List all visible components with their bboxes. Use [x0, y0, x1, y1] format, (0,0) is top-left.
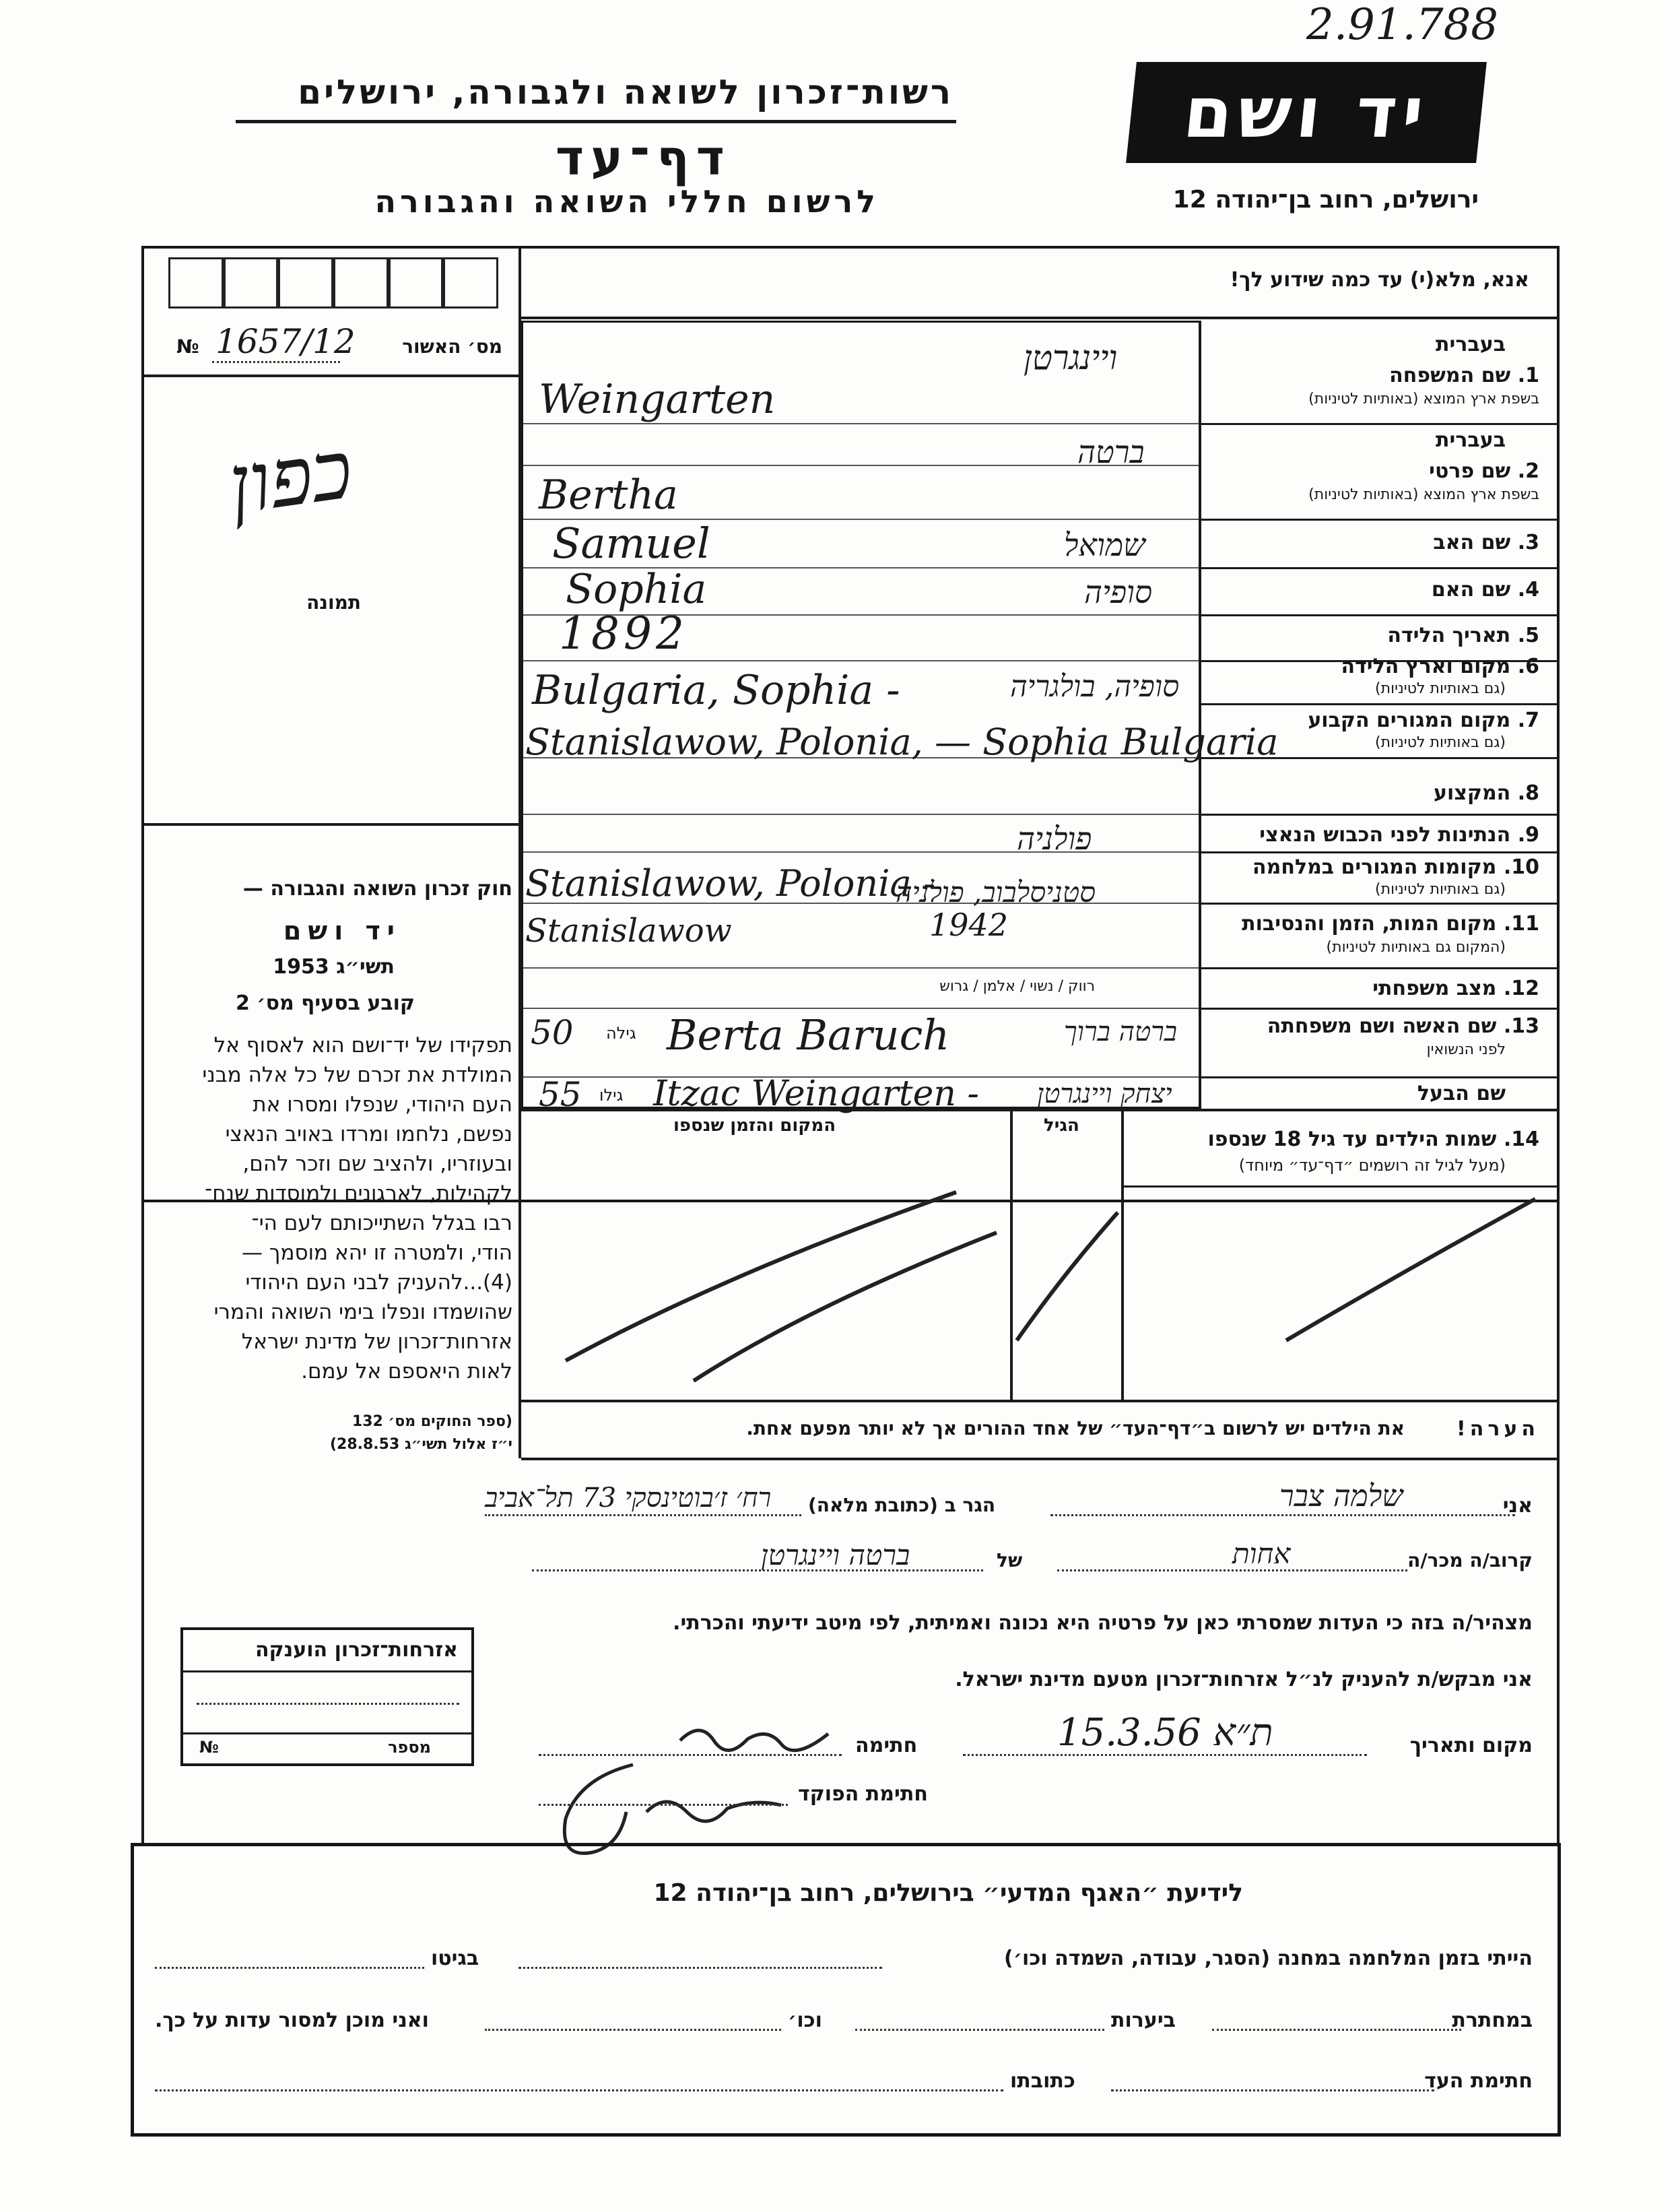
cert-rule: [144, 375, 520, 377]
col-place-header: המקום והזמן שנספו: [673, 1115, 836, 1136]
law-clause: קובע בסעיף מס׳ 2: [235, 991, 415, 1015]
children-strikethrough: [525, 1138, 1555, 1394]
field-6-sub: (גם באותיות לטיניות): [1375, 680, 1506, 697]
field-8-label: 8. המקצוע: [1433, 781, 1539, 805]
cert-number: 1657/12: [215, 322, 356, 361]
decl-resides-value: רח׳ ז׳בוטינסקי 73 תל־אביב: [485, 1483, 772, 1514]
citizenship-box: [180, 1627, 474, 1766]
note-label: הערה!: [1457, 1417, 1539, 1441]
decl-place-date-value: ת״א 15.3.56: [1057, 1711, 1273, 1755]
answer-9-hebrew: פולניה: [1017, 820, 1092, 857]
decl-of-label: של: [997, 1549, 1023, 1571]
law-name: יד ושם: [283, 916, 401, 946]
answer-13-hebrew: ברטה ברוך: [1064, 1016, 1178, 1047]
answer-13-latin: Berta Baruch: [667, 1010, 950, 1060]
children-label: 14. שמות הילדים עד גיל 18 שנספו: [1207, 1128, 1539, 1151]
field-7-label: 7. מקום המגורים הקבוע: [1308, 709, 1539, 732]
info-address-label: כתובתו: [1010, 2069, 1075, 2093]
field-13-sub: לפני הנשואין: [1426, 1041, 1506, 1058]
cert-no-prefix: №: [176, 335, 199, 358]
law-ref-2: י״ז אלול תשי״ג 28.8.53): [329, 1436, 512, 1453]
citizenship-number-label: מספר: [388, 1738, 431, 1757]
intro-rule: [521, 317, 1558, 319]
answer-2-hebrew: ברטה: [1077, 434, 1145, 470]
age-wife: 50: [531, 1013, 574, 1052]
field-1-sub: בשפת ארץ המוצא (באותיות לטיניות): [1308, 391, 1539, 408]
citizenship-title: אזרחות־זכרון הוענקה: [255, 1638, 458, 1662]
field-2-top: בעברית: [1436, 428, 1506, 452]
answer-2-latin: Bertha: [539, 471, 678, 519]
answer-7-latin: Stanislawow, Polonia, — Sophia Bulgaria: [525, 721, 1279, 763]
decl-i-label: אני: [1502, 1494, 1533, 1518]
field-2-label: 2. שם פרטי: [1429, 459, 1539, 483]
field-7-sub: (גם באותיות לטיניות): [1375, 734, 1506, 751]
answer-1-latin: Weingarten: [539, 376, 776, 423]
yad-vashem-logo: [1126, 62, 1487, 163]
answer-11-year: 1942: [929, 907, 1009, 943]
decl-request: אני מבקש/ת להעניק לנ״ל אזרחות־זכרון מטעם מדינת ישראל.: [955, 1668, 1533, 1691]
answer-1-hebrew: ויינגרטן: [1024, 338, 1118, 377]
field-4-label: 4. שם האם: [1431, 578, 1539, 601]
decl-resides-label: הגר ב (כתובת מלאה): [808, 1494, 996, 1516]
answer-6-latin: Bulgaria, Sophia -: [532, 667, 900, 714]
decl-official-label: חתימת הפוקד: [798, 1782, 928, 1806]
info-camp-label: הייתי בזמן המלחמה במחנה (הסגר, עבודה, השמדה וכו׳): [1004, 1947, 1533, 1970]
field-5-label: 5. תאריך הלידה: [1387, 624, 1539, 647]
authority-title: רשות־זכרון לשואה ולגבורה, ירושלים: [298, 73, 953, 112]
field-3-label: 3. שם האב: [1433, 531, 1539, 554]
marital-options: רווק / נשוי / אלמן / גרוש: [939, 978, 1095, 995]
intro-text: אנא, מלא(י) עד כמה שידוע לך!: [1230, 268, 1529, 292]
citizenship-number-prefix: №: [199, 1738, 219, 1757]
info-ghetto-label: בגיטו: [431, 1947, 479, 1970]
answer-3-hebrew: שמואל: [1064, 527, 1145, 563]
law-ref-1: (ספר החוקים מס׳ 132: [351, 1413, 512, 1430]
field-13-label: 13. שם האשה ושם משפחתה: [1267, 1014, 1539, 1038]
field-10-sub: (גם באותיות לטיניות): [1375, 881, 1506, 898]
answer-6-hebrew: סופיה, בולגריה: [1010, 670, 1180, 704]
decl-i-value: שלמה צבר: [1279, 1479, 1403, 1514]
form-title: דף־עד: [555, 129, 731, 186]
decl-statement: מצהיר/ה בזה כי העדות שמסרתי כאן על פרטיה היא נכונה ואמיתית, לפי מיטב ידיעתי והכרתי.: [673, 1611, 1533, 1635]
photo-label: תמונה: [306, 591, 361, 614]
field-1-top: בעברית: [1436, 333, 1506, 356]
info-etc-label: וכו׳: [788, 2009, 822, 2032]
digit-boxes: [168, 257, 498, 308]
answer-4-latin: Sophia: [566, 566, 707, 613]
answer-11-latin: Stanislawow: [525, 912, 732, 950]
children-sub: (מעל לגיל זה רושמים ״דף־עד״ מיוחד): [1238, 1156, 1506, 1175]
note-text: את הילדים יש לרשום ב״דף־העד״ של אחד ההורים אך לא יותר מפעם אחת.: [746, 1417, 1405, 1439]
field-9-label: 9. הנתינות לפני הכבוש הנאצי: [1259, 823, 1539, 847]
col-age-header: הגיל: [1044, 1115, 1079, 1136]
field-2-sub: בשפת ארץ המוצא (באותיות לטיניות): [1308, 486, 1539, 503]
decl-relation-label: קרוב/ה מכר/ה: [1407, 1549, 1533, 1571]
field-6-label: 6. מקום וארץ הלידה: [1341, 655, 1539, 678]
header-address: ירושלים, רחוב בן־יהודה 12: [1172, 186, 1479, 214]
husband-hebrew: יצחק ויינגרטן: [1037, 1078, 1172, 1109]
info-ready-label: ואני מוכן למסור עדות על כך.: [155, 2009, 429, 2032]
decl-place-date-label: מקום ותאריך: [1409, 1734, 1533, 1757]
field-10-label: 10. מקומות המגורים במלחמה: [1252, 855, 1539, 879]
info-title: לידיעת ״האגף המדעי״ בירושלים, רחוב בן־יהודה 12: [653, 1879, 1243, 1907]
age-husband-label: גילו: [599, 1086, 624, 1105]
field-11-sub: (המקום גם באותיות לטיניות): [1326, 939, 1506, 956]
archive-number: 2.91.788: [1306, 0, 1498, 50]
husband-latin: Itzac Weingarten -: [653, 1074, 979, 1114]
decl-signature-label: חתימה: [855, 1734, 918, 1757]
husband-label: שם הבעל: [1417, 1082, 1506, 1105]
decl-of-value: ברטה ויינגרטן: [761, 1538, 910, 1571]
photo-note: כפון: [223, 422, 358, 533]
law-year: תשי״ג 1953: [273, 955, 395, 979]
answer-10-latin: Stanislawow, Polonia -: [525, 862, 936, 905]
info-witness-sign-label: חתימת העד: [1424, 2069, 1533, 2093]
answer-10-hebrew: סטניסלבוב, פולניה: [896, 876, 1096, 909]
law-text: תפקידו של יד־ושם הוא לאסוף אל המולדת את זכרם של כל אלה מבני העם היהודי, שנפלו ומסרו את נפשם, נלחמו ומרדו באויב הנאצי ובעוזריו, ולהציב שם וזכר להם, לקהילות, לארגונים ולמוסדות שנח־ רבו בגלל השתייכותם לעם הי־ הודי, ולמטרה זו יהא מוסמך — (4)...להעניק לבני העם היהודי שהושמדו ונפלו בימי השואה והמרי אזרחות־זכרון של מדינת ישראל לאות היאספם אל עמם.: [202, 1033, 512, 1384]
photo-rule: [144, 823, 520, 826]
answer-5-latin: 1892: [559, 608, 688, 659]
header-rule: [236, 120, 956, 123]
form-subtitle: לרשום חללי השואה והגבורה: [374, 183, 879, 220]
age-wife-label: גילה: [606, 1024, 636, 1043]
decl-relation-value: אחות: [1232, 1537, 1291, 1570]
field-12-label: 12. מצב משפחתי: [1372, 977, 1539, 1000]
answer-4-hebrew: סופיה: [1084, 574, 1153, 610]
info-underground-label: במחתרת: [1452, 2009, 1533, 2032]
field-11-label: 11. מקום המות, הזמן והנסיבות: [1242, 912, 1539, 936]
logo-text: יד ושם: [1180, 71, 1433, 154]
right-frame-extension: [1557, 1199, 1560, 1846]
labels-divider: [1199, 321, 1201, 1109]
field-1-label: 1. שם המשפחה: [1389, 364, 1539, 387]
law-title: חוק זכרון השואה והגבורה —: [242, 877, 512, 901]
left-frame-extension: [141, 1199, 144, 1846]
info-forests-label: ביערות: [1111, 2009, 1176, 2032]
cert-label: מס׳ האשור: [402, 335, 502, 358]
age-husband: 55: [539, 1075, 582, 1114]
answer-3-latin: Samuel: [552, 519, 710, 568]
